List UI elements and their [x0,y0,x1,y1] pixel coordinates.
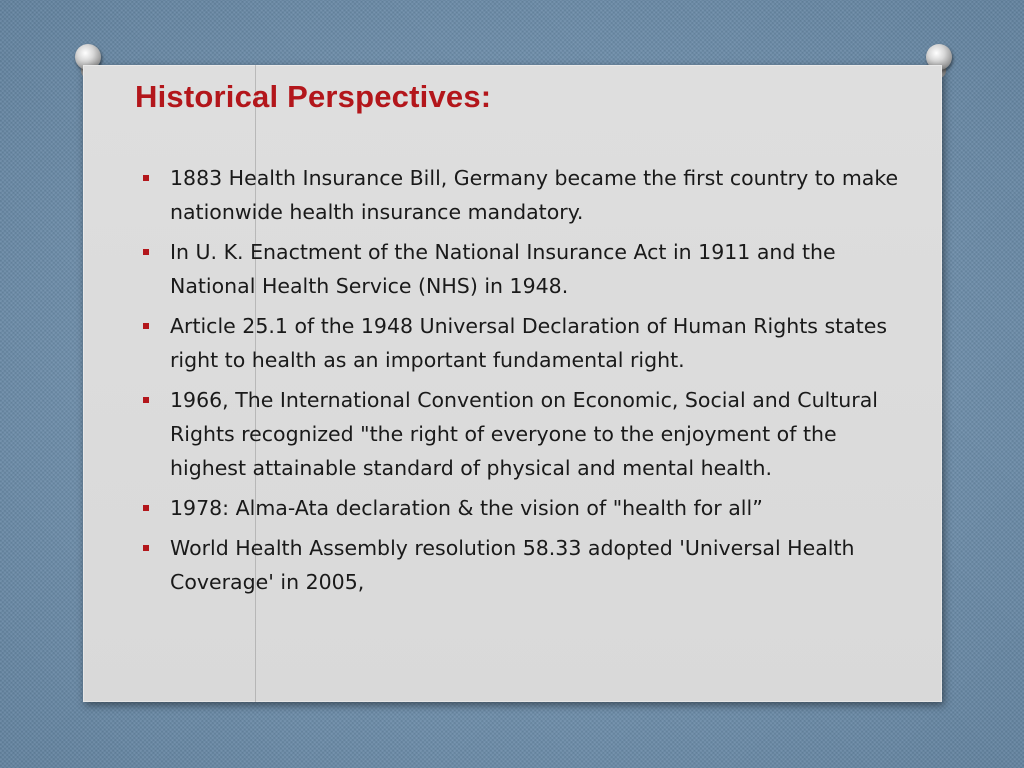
square-bullet-icon [143,323,149,329]
square-bullet-icon [143,175,149,181]
square-bullet-icon [143,505,149,511]
bullet-text: World Health Assembly resolution 58.33 adopted 'Universal Health Coverage' in 2005, [170,536,855,594]
bullet-list [143,161,903,605]
bullet-item [143,491,903,525]
bullet-item [143,161,903,229]
square-bullet-icon [143,397,149,403]
bullet-item [143,309,903,377]
square-bullet-icon [143,249,149,255]
slide-card [83,65,942,702]
bullet-text: In U. K. Enactment of the National Insurance Act in 1911 and the National Health Service (NHS) in 1948. [170,240,836,298]
square-bullet-icon [143,545,149,551]
bullet-text: Article 25.1 of the 1948 Universal Declaration of Human Rights states right to health as an important fundamental right. [170,314,888,372]
bullet-item [143,235,903,303]
bullet-text: 1883 Health Insurance Bill, Germany became the first country to make nationwide health insurance mandatory. [170,166,899,224]
bullet-text: 1978: Alma-Ata declaration & the vision of "health for all” [170,496,763,520]
bullet-text: 1966, The International Convention on Economic, Social and Cultural Rights recognized "the right of everyone to the enjoyment of the highest attainable standard of physical and mental health. [170,388,878,480]
bullet-item [143,531,903,599]
slide-title: Historical Perspectives: [135,79,492,114]
bullet-item [143,383,903,485]
